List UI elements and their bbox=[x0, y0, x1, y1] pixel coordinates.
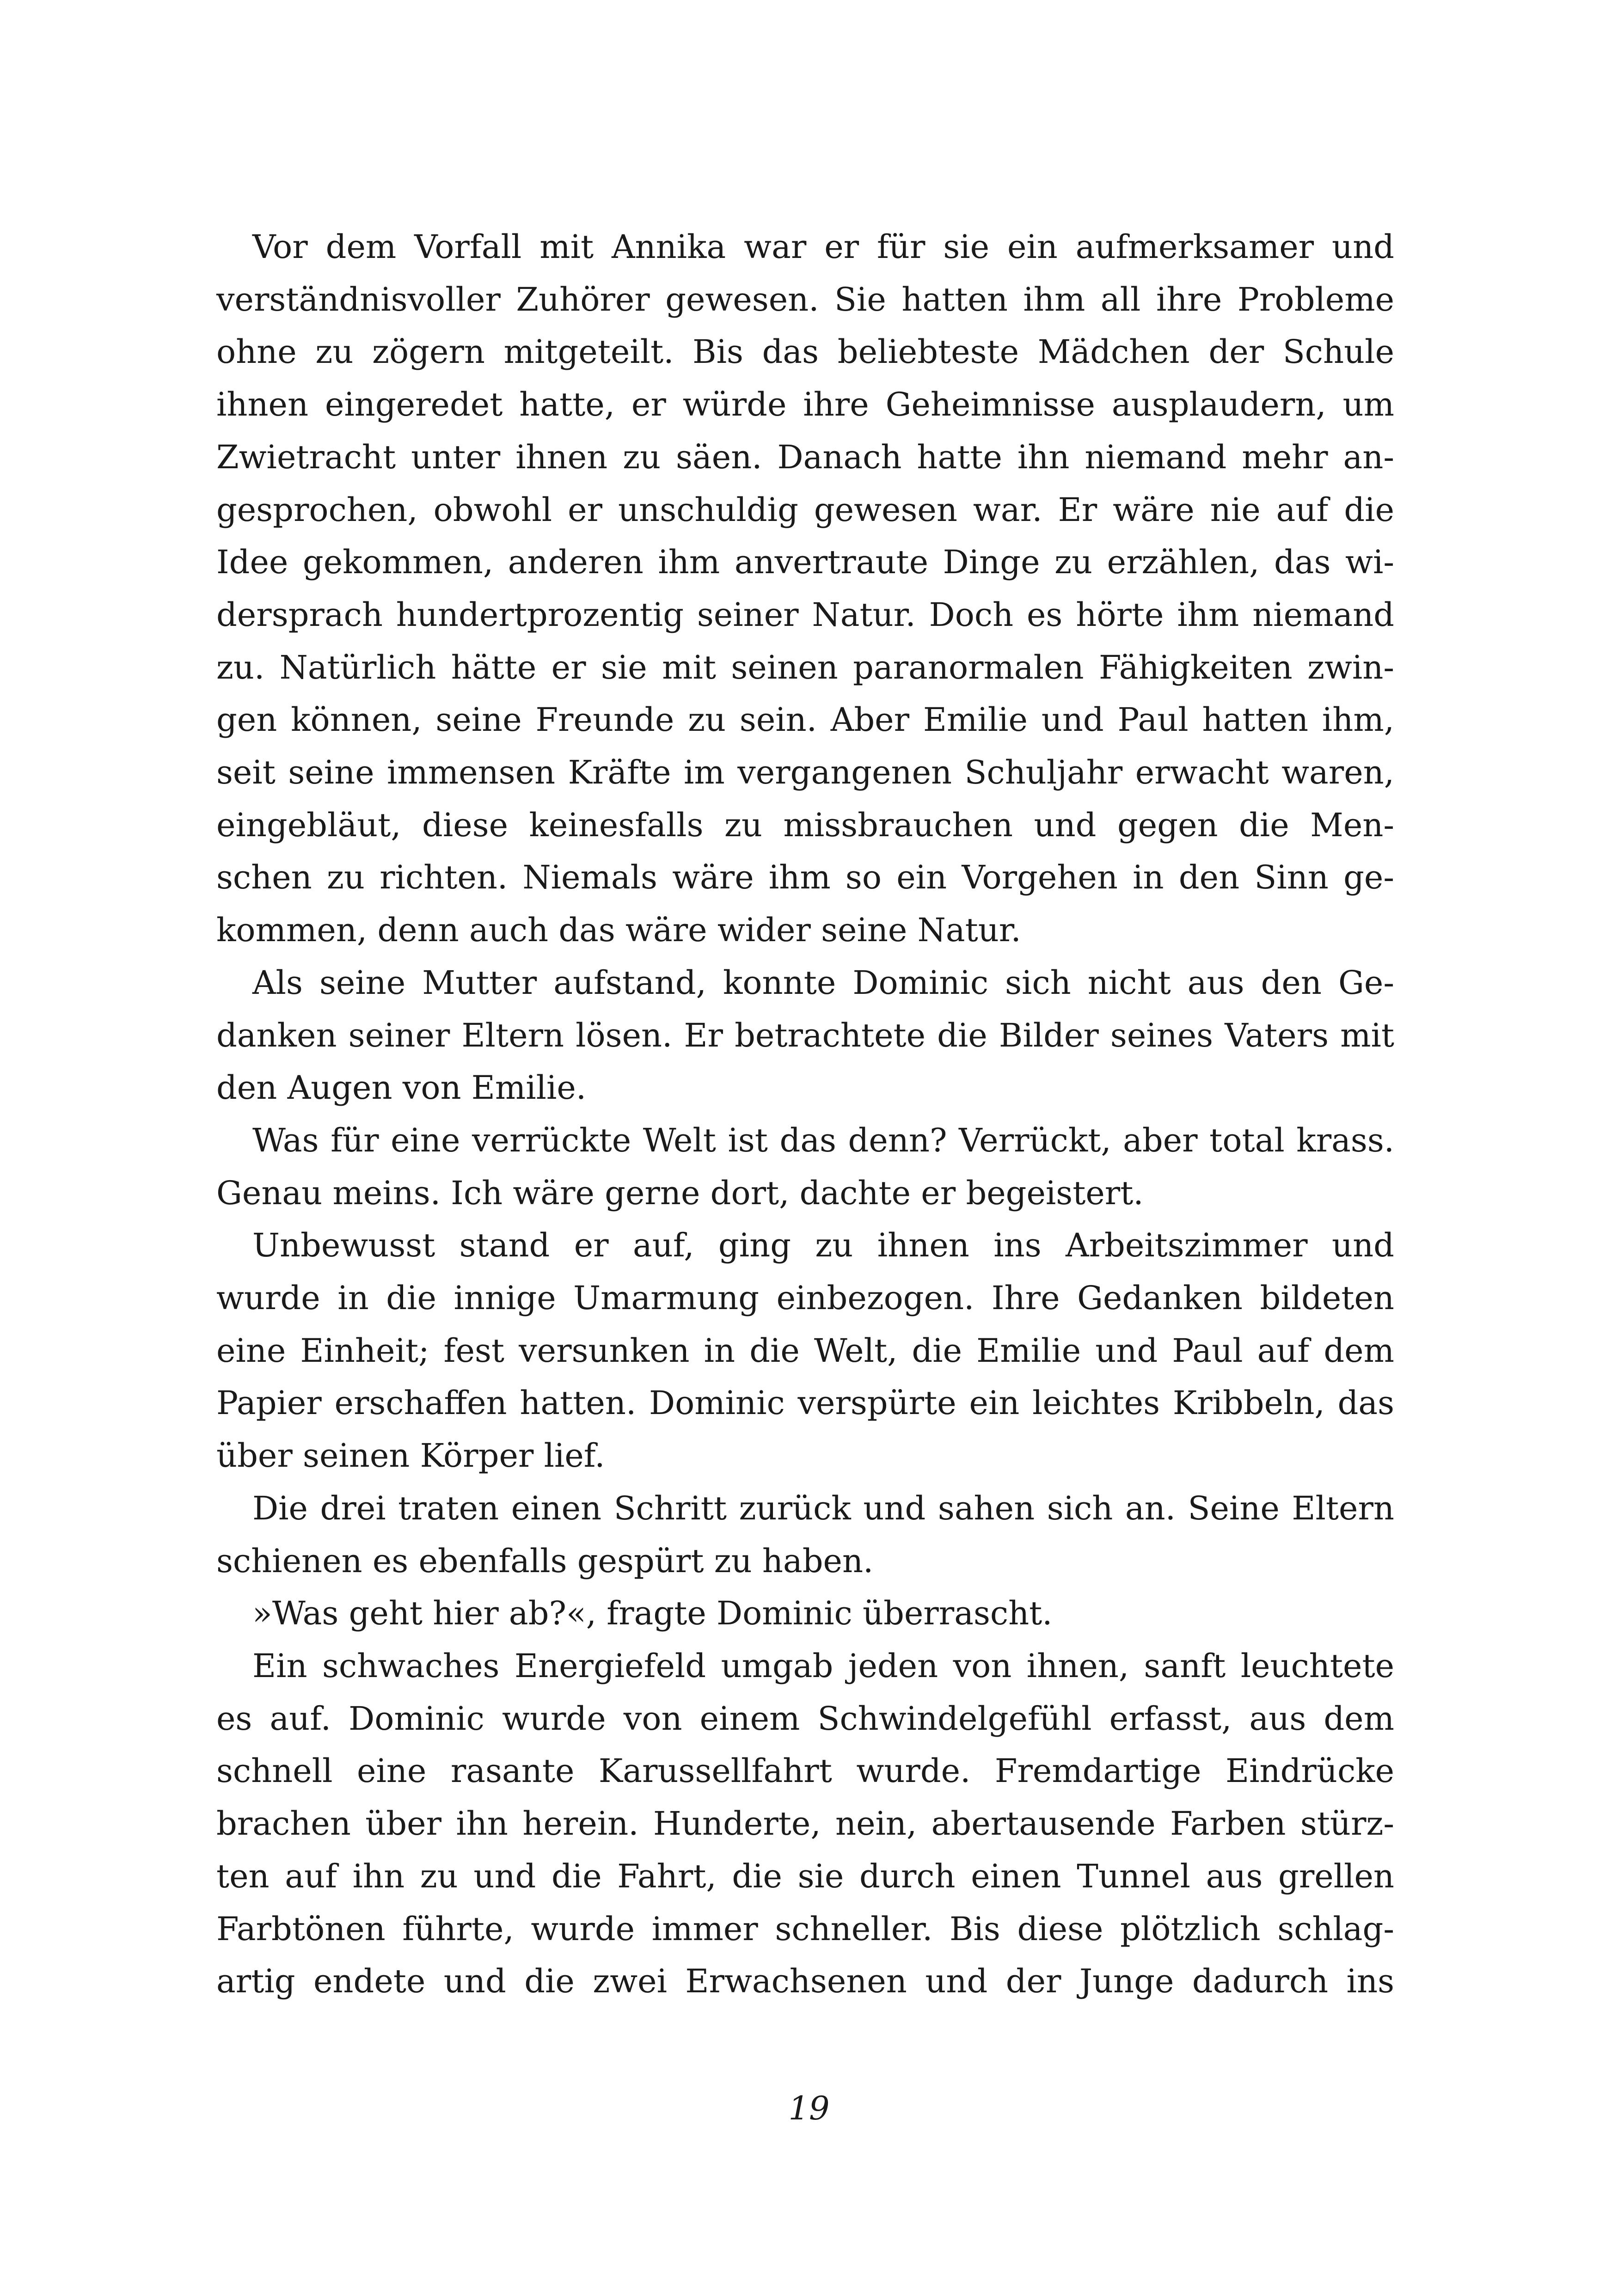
text-line: schen zu richten. Niemals wäre ihm so ein Vorgehen in den Sinn ge- bbox=[216, 858, 1394, 897]
text-line: Ein schwaches Energiefeld umgab jeden von ihnen, sanft leuchtete bbox=[252, 1647, 1394, 1685]
text-line: dersprach hundertprozentig seiner Natur. Doch es hörte ihm niemand bbox=[216, 595, 1394, 634]
text-line: es auf. Dominic wurde von einem Schwindelgefühl erfasst, aus dem bbox=[216, 1699, 1394, 1738]
page-number: 19 bbox=[788, 2089, 830, 2127]
paragraph bbox=[216, 221, 1394, 957]
text-line: wurde in die innige Umarmung einbezogen. Ihre Gedanken bildeten bbox=[216, 1279, 1394, 1317]
text-line: gesprochen, obwohl er unschuldig gewesen war. Er wäre nie auf die bbox=[216, 490, 1394, 529]
text-line: eine Einheit; fest versunken in die Welt, die Emilie und Paul auf dem bbox=[216, 1331, 1394, 1370]
text-line: seit seine immensen Kräfte im vergangenen Schuljahr erwacht waren, bbox=[216, 753, 1394, 792]
paragraph bbox=[216, 1482, 1394, 1587]
text-line: den Augen von Emilie. bbox=[216, 1069, 587, 1107]
text-line: über seinen Körper lief. bbox=[216, 1437, 605, 1475]
text-line: kommen, denn auch das wäre wider seine Natur. bbox=[216, 911, 1021, 949]
text-line: ihnen eingeredet hatte, er würde ihre Geheimnisse ausplaudern, um bbox=[216, 386, 1394, 424]
text-line: Zwietracht unter ihnen zu säen. Danach hatte ihn niemand mehr an- bbox=[216, 438, 1394, 476]
text-line: Papier erschaffen hatten. Dominic verspürte ein leichtes Kribbeln, das bbox=[216, 1384, 1394, 1422]
paragraph bbox=[216, 957, 1394, 1114]
text-line: Was für eine verrückte Welt ist das denn? Verrückt, aber total krass. bbox=[252, 1121, 1394, 1159]
text-line: schienen es ebenfalls gespürt zu haben. bbox=[216, 1542, 874, 1580]
paragraph bbox=[216, 1587, 1394, 1640]
body-text bbox=[216, 221, 1394, 2008]
text-line: Unbewusst stand er auf, ging zu ihnen ins Arbeitszimmer und bbox=[252, 1226, 1394, 1265]
text-line: zu. Natürlich hätte er sie mit seinen paranormalen Fähigkeiten zwin- bbox=[216, 648, 1394, 686]
text-line: schnell eine rasante Karussellfahrt wurde. Fremdartige Eindrücke bbox=[216, 1752, 1394, 1790]
text-line: »Was geht hier ab?«, fragte Dominic überrascht. bbox=[252, 1594, 1053, 1633]
text-line: Die drei traten einen Schritt zurück und sahen sich an. Seine Eltern bbox=[252, 1489, 1394, 1527]
paragraph bbox=[216, 1114, 1394, 1219]
text-line: brachen über ihn herein. Hunderte, nein, abertausende Farben stürz- bbox=[216, 1805, 1394, 1843]
text-line: gen können, seine Freunde zu sein. Aber Emilie und Paul hatten ihm, bbox=[216, 701, 1394, 739]
text-line: ten auf ihn zu und die Fahrt, die sie durch einen Tunnel aus grellen bbox=[216, 1857, 1394, 1895]
text-line: danken seiner Eltern lösen. Er betrachtete die Bilder seines Vaters mit bbox=[216, 1016, 1394, 1054]
text-line: Farbtönen führte, wurde immer schneller. Bis diese plötzlich schlag- bbox=[216, 1910, 1394, 1948]
text-line: verständnisvoller Zuhörer gewesen. Sie hatten ihm all ihre Probleme bbox=[216, 280, 1394, 318]
text-line: artig endete und die zwei Erwachsenen und der Junge dadurch ins bbox=[216, 1962, 1394, 2001]
paragraph bbox=[216, 1219, 1394, 1482]
text-line: Als seine Mutter aufstand, konnte Dominic sich nicht aus den Ge- bbox=[252, 963, 1394, 1002]
text-line: eingebläut, diese keinesfalls zu missbrauchen und gegen die Men- bbox=[216, 806, 1394, 844]
text-line: Genau meins. Ich wäre gerne dort, dachte er begeistert. bbox=[216, 1174, 1144, 1212]
text-line: ohne zu zögern mitgeteilt. Bis das beliebteste Mädchen der Schule bbox=[216, 333, 1394, 371]
text-line: Vor dem Vorfall mit Annika war er für sie ein aufmerksamer und bbox=[252, 228, 1394, 266]
paragraph bbox=[216, 1640, 1394, 2008]
text-line: Idee gekommen, anderen ihm anvertraute Dinge zu erzählen, das wi- bbox=[216, 543, 1394, 582]
